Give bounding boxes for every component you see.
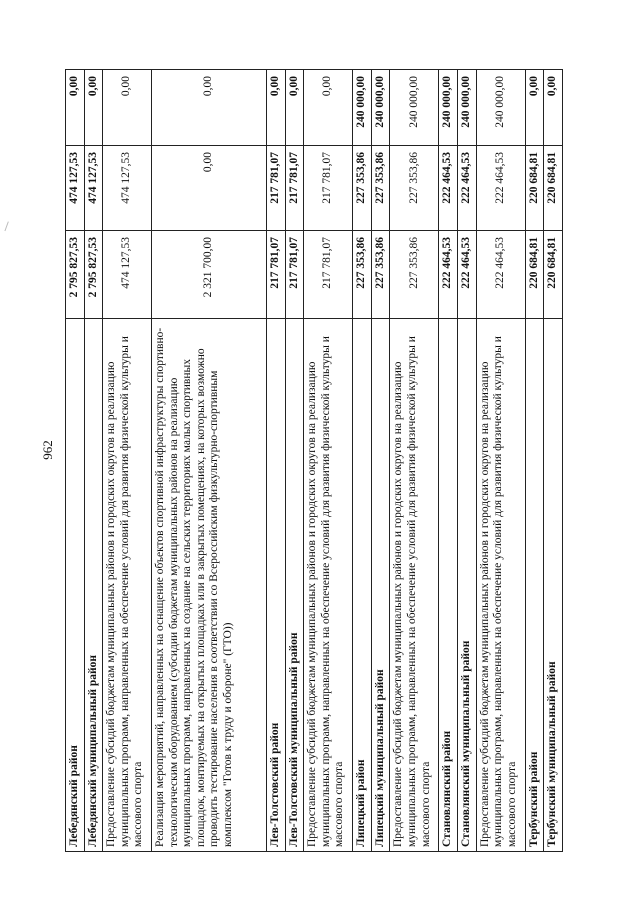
row-col3-cell: 240 000,00 <box>457 70 476 146</box>
row-total-cell: 222 464,53 <box>439 231 458 319</box>
row-total-cell: 217 781,07 <box>267 231 286 319</box>
row-col3-cell: 240 000,00 <box>371 70 390 146</box>
table-row <box>457 70 476 852</box>
table-row <box>84 70 103 852</box>
row-name-cell: Тербунский муниципальный район <box>544 319 563 852</box>
scan-artifact <box>4 221 12 232</box>
row-name-cell: Предоставление субсидий бюджетам муниципальных районов и городских округов на реализацию муниципальных программ, направленных на обеспечение условий для развития физической культуры и массового спорта <box>476 319 525 852</box>
row-col3-cell: 0,00 <box>84 70 103 146</box>
row-col2-cell: 474 127,53 <box>103 146 152 231</box>
row-name-cell: Липецкий муниципальный район <box>371 319 390 852</box>
row-col2-cell: 220 684,81 <box>544 146 563 231</box>
row-name-cell: Предоставление субсидий бюджетам муниципальных районов и городских округов на реализацию муниципальных программ, направленных на обеспечение условий для развития физической культуры и массового спорта <box>390 319 439 852</box>
row-col3-cell: 0,00 <box>544 70 563 146</box>
row-total-cell: 222 464,53 <box>476 231 525 319</box>
row-total-cell: 217 781,07 <box>285 231 304 319</box>
row-total-cell: 220 684,81 <box>544 231 563 319</box>
row-name-cell: Лебедянский муниципальный район <box>84 319 103 852</box>
row-total-cell: 217 781,07 <box>304 231 353 319</box>
row-col2-cell: 222 464,53 <box>476 146 525 231</box>
row-col3-cell: 240 000,00 <box>353 70 372 146</box>
row-total-cell: 2 321 700,00 <box>152 231 267 319</box>
row-col3-cell: 0,00 <box>267 70 286 146</box>
table-row <box>353 70 372 852</box>
row-name-cell: Лев-Толстовский муниципальный район <box>285 319 304 852</box>
table-row <box>304 70 353 852</box>
table-row <box>103 70 152 852</box>
table-row <box>285 70 304 852</box>
row-col3-cell: 0,00 <box>285 70 304 146</box>
table-row <box>371 70 390 852</box>
budget-table <box>65 69 563 852</box>
row-total-cell: 2 795 827,53 <box>84 231 103 319</box>
row-total-cell: 222 464,53 <box>457 231 476 319</box>
table-row <box>476 70 525 852</box>
row-col3-cell: 240 000,00 <box>476 70 525 146</box>
row-col2-cell: 227 353,86 <box>353 146 372 231</box>
row-total-cell: 474 127,53 <box>103 231 152 319</box>
row-col2-cell: 222 464,53 <box>439 146 458 231</box>
row-col2-cell: 217 781,07 <box>285 146 304 231</box>
row-name-cell: Лебедянский район <box>66 319 85 852</box>
table-row <box>439 70 458 852</box>
row-col2-cell: 227 353,86 <box>371 146 390 231</box>
row-col3-cell: 0,00 <box>525 70 544 146</box>
row-col2-cell: 227 353,86 <box>390 146 439 231</box>
row-name-cell: Тербунский район <box>525 319 544 852</box>
table-row <box>390 70 439 852</box>
row-col3-cell: 0,00 <box>152 70 267 146</box>
row-total-cell: 227 353,86 <box>353 231 372 319</box>
row-name-cell: Предоставление субсидий бюджетам муниципальных районов и городских округов на реализацию муниципальных программ, направленных на обеспечение условий для развития физической культуры и массового спорта <box>304 319 353 852</box>
row-name-cell: Липецкий район <box>353 319 372 852</box>
page-number: 962 <box>40 440 55 460</box>
row-total-cell: 2 795 827,53 <box>66 231 85 319</box>
row-col3-cell: 0,00 <box>304 70 353 146</box>
row-name-cell: Предоставление субсидий бюджетам муниципальных районов и городских округов на реализацию муниципальных программ, направленных на обеспечение условий для развития физической культуры и массового спорта <box>103 319 152 852</box>
row-col3-cell: 240 000,00 <box>439 70 458 146</box>
table-row <box>267 70 286 852</box>
row-col2-cell: 474 127,53 <box>84 146 103 231</box>
row-name-cell: Становлянский муниципальный район <box>457 319 476 852</box>
table-row <box>525 70 544 852</box>
row-name-cell: Становлянский район <box>439 319 458 852</box>
row-col2-cell: 220 684,81 <box>525 146 544 231</box>
budget-table-area <box>65 70 640 852</box>
row-col3-cell: 0,00 <box>103 70 152 146</box>
row-total-cell: 227 353,86 <box>390 231 439 319</box>
row-name-cell: Реализация мероприятий, направленных на оснащение объектов спортивной инфраструктуры спортивно-технологическим оборудованием (субсидии бюджетам муниципальных районов на реализацию муниципальных программ, направленных на создание на сельских территориях малых спортивных площадок, монтируемых на открытых площадках или в закрытых помещениях, на которых возможно проводить тестирование населения в соответствии со Всероссийским физкультурно-спортивным комплексом "Готов к труду и обороне" (ГТО)) <box>152 319 267 852</box>
row-col2-cell: 474 127,53 <box>66 146 85 231</box>
row-col2-cell: 217 781,07 <box>304 146 353 231</box>
row-col3-cell: 240 000,00 <box>390 70 439 146</box>
row-total-cell: 220 684,81 <box>525 231 544 319</box>
row-col2-cell: 0,00 <box>152 146 267 231</box>
table-row <box>544 70 563 852</box>
row-total-cell: 227 353,86 <box>371 231 390 319</box>
row-name-cell: Лев-Толстовский район <box>267 319 286 852</box>
row-col3-cell: 0,00 <box>66 70 85 146</box>
row-col2-cell: 222 464,53 <box>457 146 476 231</box>
table-row <box>152 70 267 852</box>
budget-table-body <box>66 70 563 852</box>
row-col2-cell: 217 781,07 <box>267 146 286 231</box>
table-row <box>66 70 85 852</box>
